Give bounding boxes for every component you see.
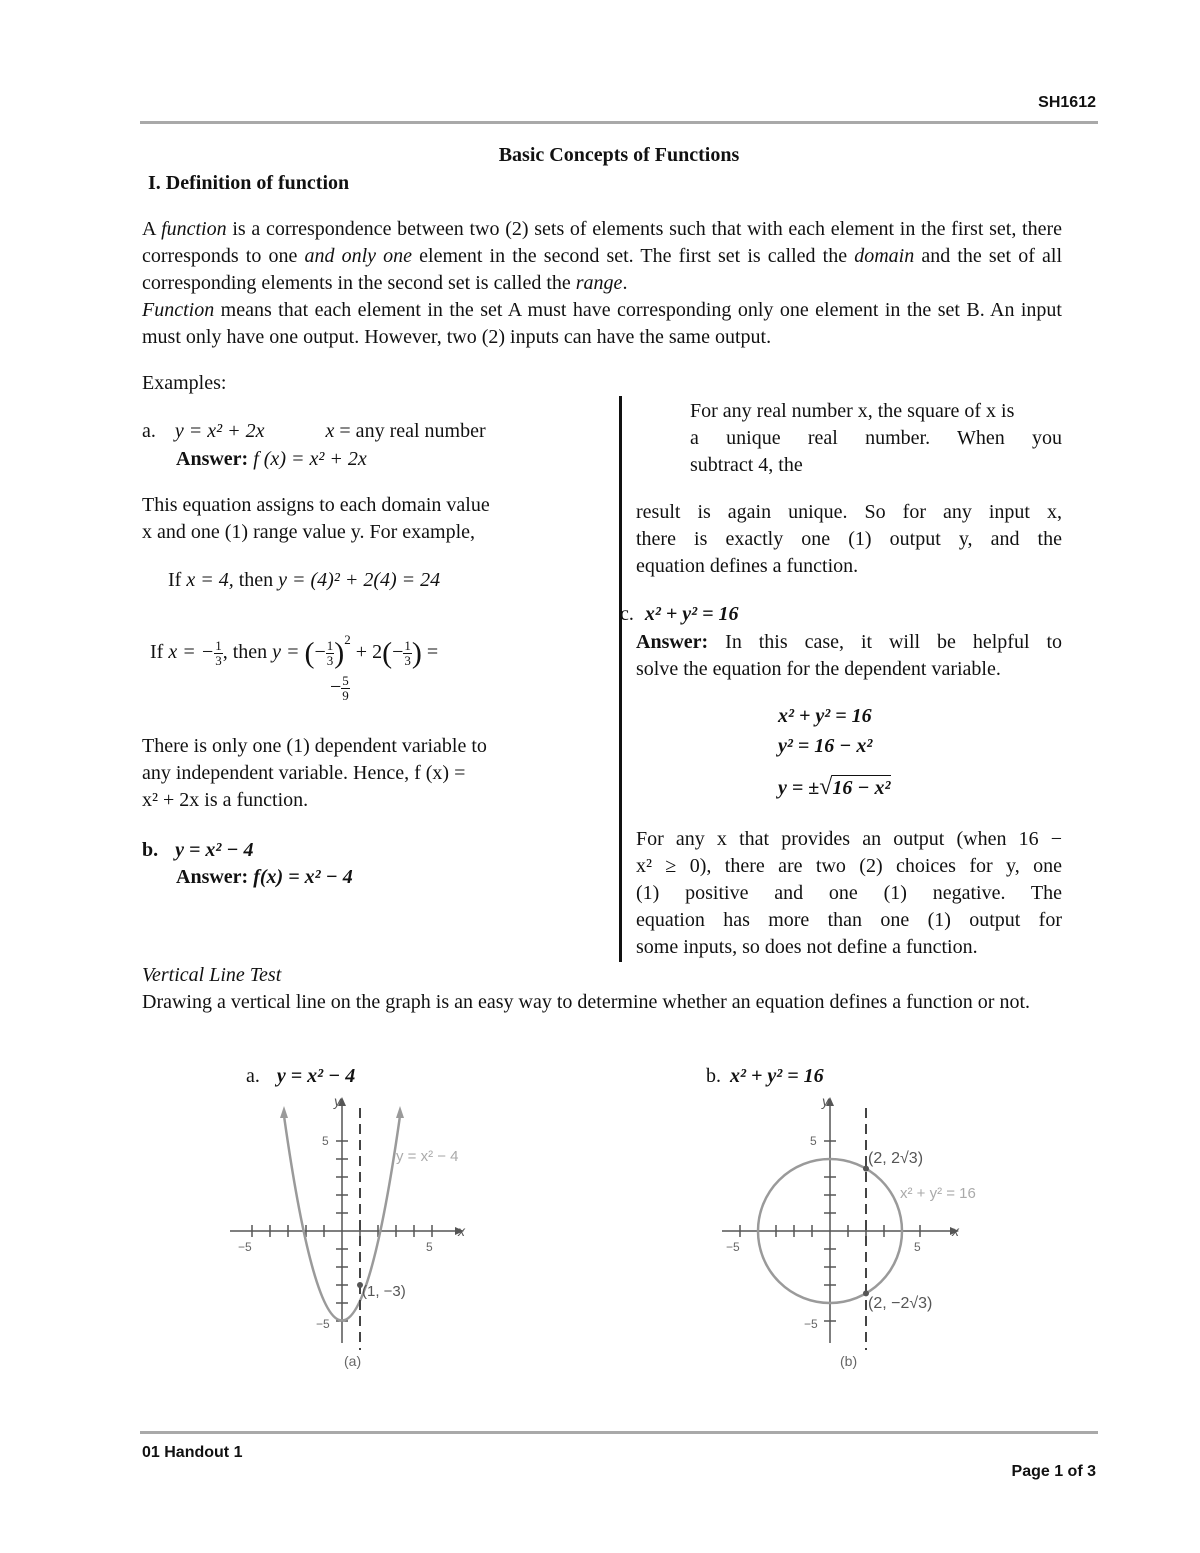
example-c-explanation	[636, 826, 1062, 961]
explanation-line: some inputs, so does not define a function.	[636, 936, 978, 958]
example-a-conclusion	[142, 733, 552, 814]
text-span: A	[142, 218, 162, 240]
footer-handout: 01 Handout 1	[142, 1444, 243, 1461]
math-span: x = 4,	[186, 569, 234, 591]
point-label-bottom: (2, −2√3)	[868, 1295, 933, 1312]
example-c-label: c.	[620, 603, 634, 625]
caption-equation: y = x² − 4	[276, 1065, 356, 1087]
column-divider	[619, 396, 622, 962]
math-span: −	[330, 676, 342, 699]
header-rule	[140, 121, 1098, 124]
footer-page-number: Page 1 of 3	[1011, 1463, 1096, 1480]
example-a-case-2-result	[330, 674, 350, 703]
x-tick-label-neg5: −5	[238, 1240, 252, 1254]
example-a-explanation	[142, 492, 490, 546]
explanation-line: a unique real number. When you	[690, 427, 1062, 449]
term-range: range	[575, 272, 623, 294]
paren-close: )	[411, 636, 422, 670]
answer-line-2: solve the equation for the dependent variable.	[636, 658, 1001, 680]
y-axis-label: y	[334, 1093, 341, 1109]
example-c-answer	[636, 629, 1062, 683]
x-axis-label: x	[458, 1223, 465, 1239]
math-span: −	[314, 641, 326, 663]
example-b-label: b.	[142, 839, 159, 861]
math-span: y =	[272, 641, 300, 663]
x-tick-label-pos5: 5	[914, 1240, 921, 1254]
text-span: then	[227, 641, 273, 663]
example-b-answer-label: Answer:	[176, 866, 249, 888]
math-span: =	[426, 641, 439, 663]
fraction-numerator: 5	[342, 673, 349, 688]
math-span: y = ±	[778, 777, 820, 799]
document-code: SH1612	[1038, 94, 1096, 111]
explanation-line: equation has more than one (1) output for	[636, 909, 1062, 931]
math-span: + 2	[355, 641, 383, 663]
example-c-equation-line	[620, 601, 739, 628]
example-c-step-3	[778, 774, 891, 802]
term-function: function	[161, 218, 227, 240]
explanation-line: This equation assigns to each domain value	[142, 494, 490, 516]
example-a-case-2	[150, 626, 438, 668]
definition-paragraph	[142, 216, 1062, 351]
fraction-numerator: 1	[215, 637, 222, 653]
x-axis-label: x	[952, 1223, 959, 1239]
math-span: −	[392, 641, 404, 663]
explanation-line: (1) positive and one (1) negative. The	[636, 882, 1062, 904]
example-c-step-1: x² + y² = 16	[778, 705, 872, 727]
example-a-condition-var: x	[325, 420, 335, 442]
curve-arrow-icon	[396, 1106, 404, 1118]
text-span: and the set of all corresponding elements in the second set is called the	[142, 245, 1063, 294]
text-span: then	[233, 569, 279, 591]
text-span: .	[622, 272, 628, 294]
fraction-denominator: 3	[326, 652, 334, 668]
fraction-one-third	[214, 639, 223, 668]
term-domain: domain	[854, 245, 915, 267]
footer-rule	[140, 1431, 1098, 1434]
explanation-line: For any real number x, the square of x is	[690, 400, 1015, 422]
example-a-equation: y = x² + 2x	[174, 420, 265, 442]
text-span: is a correspondence between two (2) sets of elements such that with each element in the first set, there corresponds to one	[142, 218, 1063, 267]
curve-arrow-icon	[280, 1106, 288, 1118]
text-span: If	[150, 641, 169, 663]
point-label-top: (2, 2√3)	[868, 1150, 924, 1167]
x-tick-label-pos5: 5	[426, 1240, 433, 1254]
page-title: Basic Concepts of Functions	[498, 144, 740, 166]
explanation-line: equation defines a function.	[636, 555, 859, 577]
conclusion-line: There is only one (1) dependent variable to	[142, 735, 487, 757]
radicand: 16 − x²	[832, 777, 891, 799]
example-a-answer-label: Answer:	[176, 448, 249, 470]
example-c-step-2: y² = 16 − x²	[778, 735, 873, 757]
text-span: If	[168, 569, 187, 591]
fraction-numerator: 1	[326, 637, 334, 653]
point-label: (1, −3)	[362, 1283, 406, 1300]
curve-label: x² + y² = 16	[900, 1185, 976, 1202]
fraction-denominator: 9	[342, 688, 349, 703]
graph-b	[712, 1088, 1002, 1378]
vlt-heading: Vertical Line Test	[142, 964, 282, 986]
term-function-2: Function	[142, 299, 215, 321]
example-c-equation: x² + y² = 16	[644, 603, 739, 625]
paren-open: (	[382, 636, 393, 670]
explanation-line: x² ≥ 0), there are two (2) choices for y, one	[636, 855, 1062, 877]
example-a-answer: f (x) = x² + 2x	[253, 448, 367, 470]
example-a-answer-line	[176, 446, 367, 473]
conclusion-line: x² + 2x is a function.	[142, 789, 309, 811]
explanation-line: x and one (1) range value y. For example,	[142, 521, 476, 543]
graph-sub-caption: (b)	[840, 1353, 858, 1369]
text-span: element in the second set. The first set is called the	[412, 245, 855, 267]
sqrt-icon: √	[819, 774, 833, 800]
text-span: In this case, it will be helpful to	[708, 631, 1062, 653]
fraction-denominator: 3	[404, 652, 411, 668]
example-b-explanation-bottom	[636, 499, 1062, 580]
text-span: ,	[222, 641, 228, 663]
text-span: means that each element in the set A must have corresponding only one element in the set B. An input must only have one output. However, two (2) inputs can have the same output.	[142, 299, 1062, 348]
paren-open: (	[304, 636, 315, 670]
example-b-answer: f(x) = x² − 4	[253, 866, 353, 888]
graph-a	[220, 1088, 500, 1378]
explanation-line: subtract 4, the	[690, 454, 803, 476]
vlt-paragraph: Drawing a vertical line on the graph is an easy way to determine whether an equation defines a function or not.	[142, 991, 1031, 1013]
caption-label: a.	[246, 1065, 260, 1087]
example-a-case-1	[168, 567, 440, 594]
caption-equation: x² + y² = 16	[730, 1065, 824, 1087]
curve-label: y = x² − 4	[396, 1148, 459, 1165]
explanation-line: result is again unique. So for any input x,	[636, 501, 1062, 523]
x-tick-label-neg5: −5	[726, 1240, 740, 1254]
conclusion-line: any independent variable. Hence, f (x) =	[142, 762, 466, 784]
term-and-only-one: and only one	[304, 245, 413, 267]
graph-b-caption	[706, 1063, 824, 1090]
example-c-answer-label: Answer:	[636, 631, 709, 653]
math-span: x = −	[168, 641, 215, 663]
example-b-answer-line	[176, 864, 353, 891]
math-span: y = (4)² + 2(4) = 24	[278, 569, 441, 591]
graph-a-caption	[246, 1063, 355, 1090]
caption-label: b.	[706, 1065, 721, 1087]
fraction-one-third	[403, 639, 412, 668]
answer-line-1	[636, 629, 1062, 656]
example-a-equation-line	[142, 418, 612, 445]
example-a-condition: = any real number	[334, 420, 486, 442]
explanation-line: there is exactly one (1) output y, and the	[636, 528, 1062, 550]
example-b-equation-line	[142, 837, 254, 864]
fraction-five-ninths	[341, 674, 350, 703]
example-a-label: a.	[142, 420, 156, 442]
y-tick-label-pos5: 5	[810, 1134, 817, 1148]
paren-close: )	[334, 636, 345, 670]
y-tick-label-neg5: −5	[316, 1317, 330, 1331]
y-axis-label: y	[822, 1093, 829, 1109]
explanation-line: For any x that provides an output (when 16 −	[636, 828, 1062, 850]
examples-label: Examples:	[142, 372, 227, 394]
y-tick-label-pos5: 5	[322, 1134, 329, 1148]
example-b-equation: y = x² − 4	[175, 839, 254, 861]
fraction-denominator: 3	[215, 652, 222, 668]
y-tick-label-neg5: −5	[804, 1317, 818, 1331]
section-heading: I. Definition of function	[148, 172, 350, 194]
fraction-numerator: 1	[404, 637, 411, 653]
example-b-explanation-top	[690, 398, 1062, 479]
graph-sub-caption: (a)	[344, 1353, 362, 1369]
exponent: 2	[344, 632, 351, 647]
